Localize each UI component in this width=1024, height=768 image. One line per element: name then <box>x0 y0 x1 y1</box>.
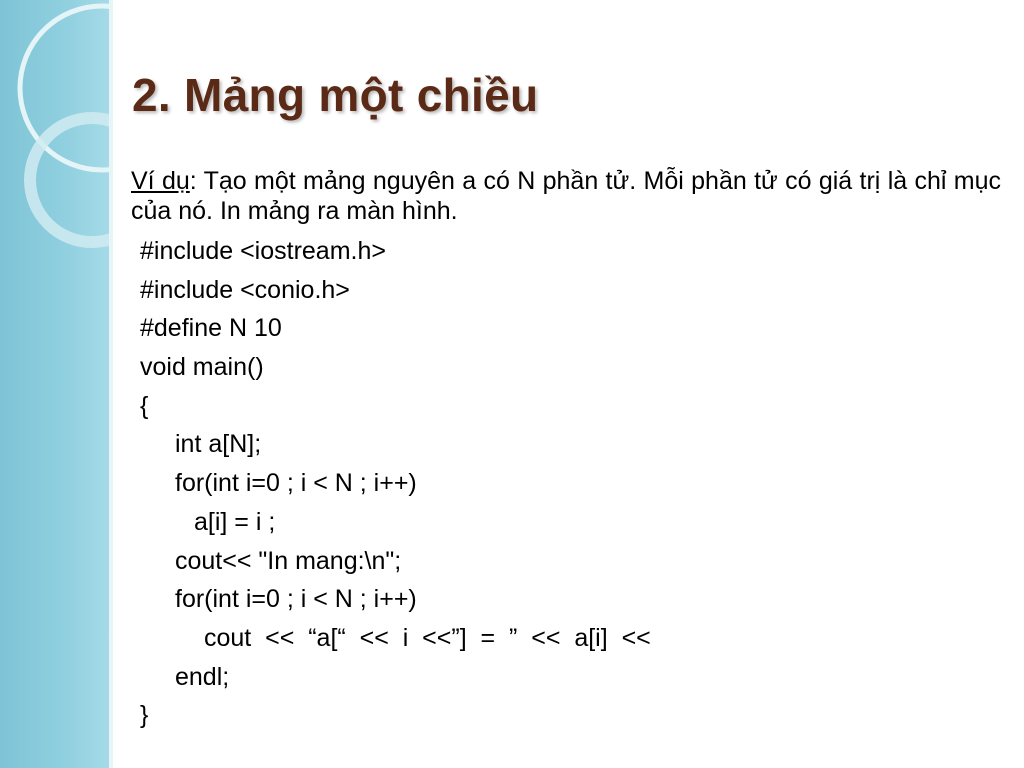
code-line: #include <iostream.h> <box>140 237 386 265</box>
code-line: cout << “a[“ << i <<”] = ” << a[i] << <box>204 623 651 652</box>
example-paragraph <box>131 166 1001 226</box>
example-label: Ví dụ <box>131 167 190 195</box>
code-line: } <box>140 701 149 730</box>
code-line: #include <conio.h> <box>140 275 350 304</box>
code-line: cout<< "In mang:\n"; <box>175 546 402 575</box>
example-text: : Tạo một mảng nguyên a có N phần tử. Mỗi phần tử có giá trị là chỉ mục của nó. In mảng ra màn hình. <box>131 167 1002 225</box>
decorative-rings <box>0 0 113 768</box>
code-line: #define N 10 <box>140 314 282 343</box>
code-line: endl; <box>175 662 230 691</box>
side-band <box>0 0 113 768</box>
code-line: { <box>140 391 149 420</box>
code-line: for(int i=0 ; i < N ; i++) <box>175 585 417 614</box>
code-line: for(int i=0 ; i < N ; i++) <box>175 469 417 498</box>
decorative-ring-small <box>30 118 113 242</box>
code-line: a[i] = i ; <box>194 507 276 536</box>
code-block <box>140 232 651 735</box>
slide-title: 2. Mảng một chiều <box>132 69 539 121</box>
code-line: void main() <box>140 353 264 382</box>
code-line: int a[N]; <box>175 430 262 459</box>
